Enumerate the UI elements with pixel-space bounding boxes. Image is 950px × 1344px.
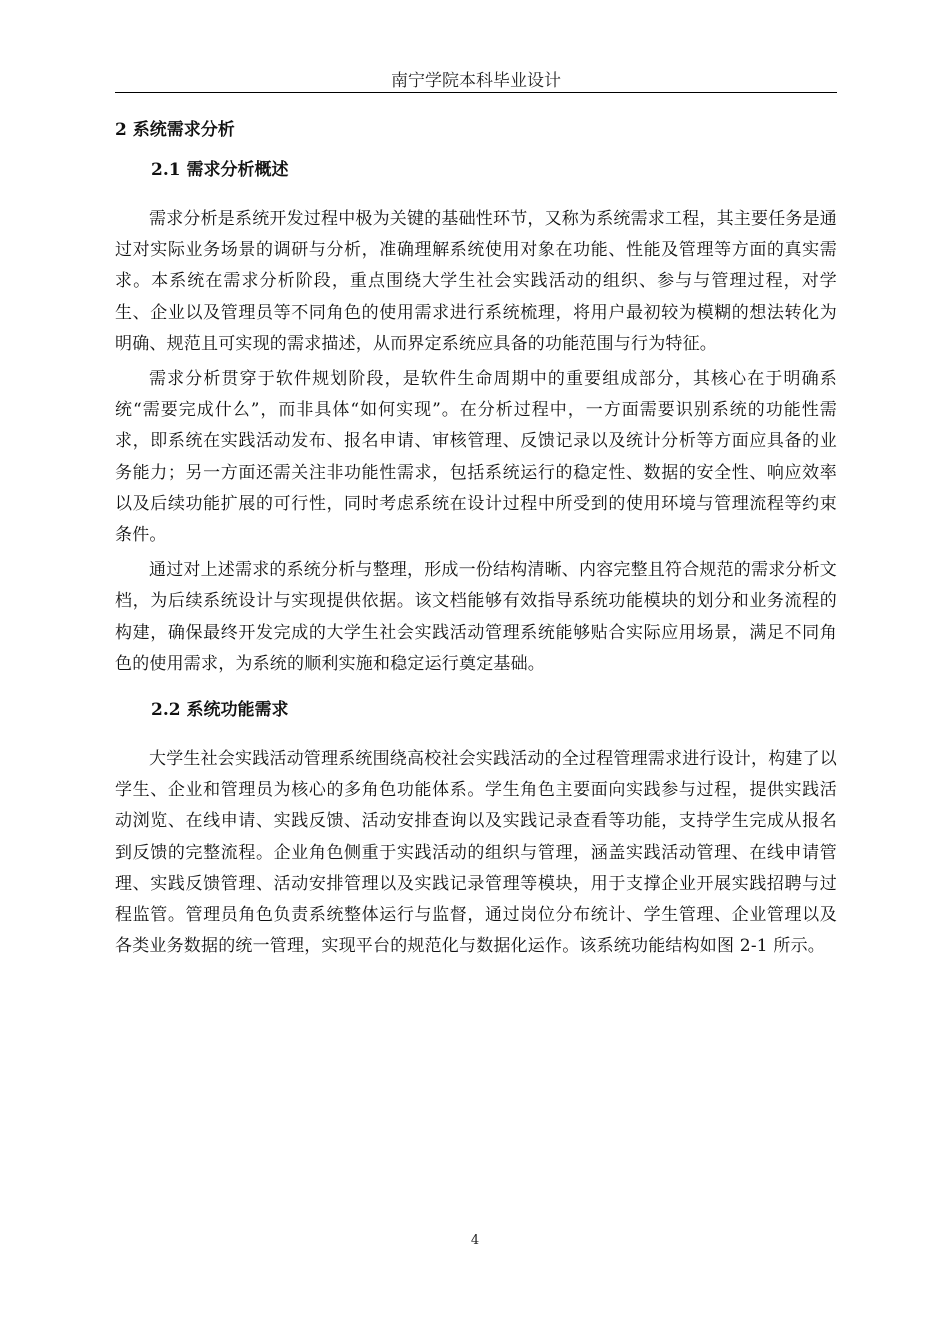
header-divider <box>115 92 837 93</box>
section-heading: 2 系统需求分析 <box>115 120 235 140</box>
page-number: 4 <box>470 1233 480 1248</box>
paragraph: 大学生社会实践活动管理系统围绕高校社会实践活动的全过程管理需求进行设计，构建了以学生、企业和管理员为核心的多角色功能体系。学生角色主要面向实践参与过程，提供实践活动浏览、在线申请、实践反馈、活动安排查询以及实践记录查看等功能，支持学生完成从报名到反馈的完整流程。企业角色侧重于实践活动的组织与管理，涵盖实践活动管理、在线申请管理、实践反馈管理、活动安排管理以及实践记录管理等模块，用于支撑企业开展实践招聘与过程监管。管理员角色负责系统整体运行与监督，通过岗位分布统计、学生管理、企业管理以及各类业务数据的统一管理，实现平台的规范化与数据化运作。该系统功能结构如图 2-1 所示。 <box>115 749 837 957</box>
paragraph: 需求分析是系统开发过程中极为关键的基础性环节，又称为系统需求工程，其主要任务是通过对实际业务场景的调研与分析，准确理解系统使用对象在功能、性能及管理等方面的真实需求。本系统在需求分析阶段，重点围绕大学生社会实践活动的组织、参与与管理过程，对学生、企业以及管理员等不同角色的使用需求进行系统梳理，将用户最初较为模糊的想法转化为明确、规范且可实现的需求描述，从而界定系统应具备的功能范围与行为特征。 <box>115 209 837 354</box>
page-body <box>115 118 837 962</box>
page-header-title: 南宁学院本科毕业设计 <box>391 71 561 91</box>
paragraph: 需求分析贯穿于软件规划阶段，是软件生命周期中的重要组成部分，其核心在于明确系统“需要完成什么”，而非具体“如何实现”。在分析过程中，一方面需要识别系统的功能性需求，即系统在实践活动发布、报名申请、审核管理、反馈记录以及统计分析等方面应具备的业务能力；另一方面还需关注非功能性需求，包括系统运行的稳定性、数据的安全性、响应效率以及后续功能扩展的可行性，同时考虑系统在设计过程中所受到的使用环境与管理流程等约束条件。 <box>115 369 837 546</box>
subsection-heading-2-2: 2.2 系统功能需求 <box>151 700 289 721</box>
paragraph: 通过对上述需求的系统分析与整理，形成一份结构清晰、内容完整且符合规范的需求分析文档，为后续系统设计与实现提供依据。该文档能够有效指导系统功能模块的划分和业务流程的构建，确保最终开发完成的大学生社会实践活动管理系统能够贴合实际应用场景，满足不同角色的使用需求，为系统的顺利实施和稳定运行奠定基础。 <box>115 560 837 674</box>
subsection-heading-2-1: 2.1 需求分析概述 <box>151 160 289 180</box>
